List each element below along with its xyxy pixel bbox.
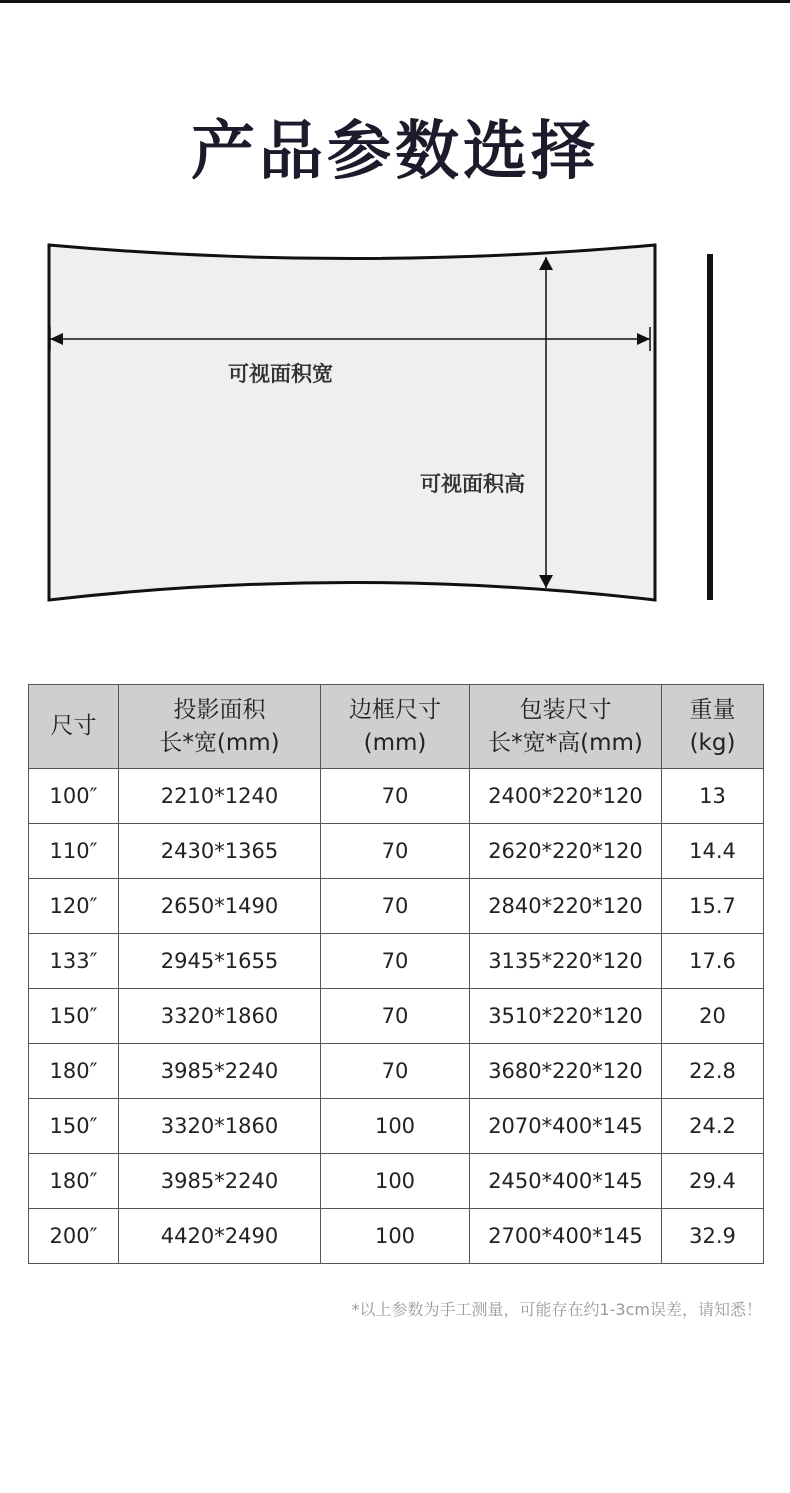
cell-size: 133″ — [29, 934, 119, 989]
table-row — [29, 1044, 764, 1099]
cell-size: 150″ — [29, 989, 119, 1044]
cell-weight: 32.9 — [662, 1209, 764, 1264]
header-weight: 重量 (kg) — [662, 685, 764, 769]
screen-side-profile — [707, 254, 713, 600]
cell-frame-size: 100 — [321, 1209, 470, 1264]
top-border-line — [0, 0, 790, 3]
cell-package-size: 2840*220*120 — [470, 879, 662, 934]
measurement-note: *以上参数为手工测量，可能存在约1-3cm误差，请知悉！ — [351, 1300, 762, 1319]
cell-weight: 14.4 — [662, 824, 764, 879]
cell-frame-size: 70 — [321, 879, 470, 934]
cell-projection-area: 2945*1655 — [119, 934, 321, 989]
cell-frame-size: 70 — [321, 824, 470, 879]
cell-weight: 29.4 — [662, 1154, 764, 1209]
cell-size: 110″ — [29, 824, 119, 879]
cell-weight: 24.2 — [662, 1099, 764, 1154]
cell-size: 180″ — [29, 1044, 119, 1099]
cell-package-size: 3680*220*120 — [470, 1044, 662, 1099]
table-row — [29, 1209, 764, 1264]
spec-table — [28, 684, 764, 1264]
cell-package-size: 2620*220*120 — [470, 824, 662, 879]
cell-weight: 22.8 — [662, 1044, 764, 1099]
viewable-width-label: 可视面积宽 — [228, 362, 333, 386]
cell-package-size: 2400*220*120 — [470, 769, 662, 824]
cell-frame-size: 70 — [321, 769, 470, 824]
cell-weight: 17.6 — [662, 934, 764, 989]
cell-package-size: 2700*400*145 — [470, 1209, 662, 1264]
cell-frame-size: 70 — [321, 934, 470, 989]
cell-package-size: 2070*400*145 — [470, 1099, 662, 1154]
cell-projection-area: 2210*1240 — [119, 769, 321, 824]
table-row — [29, 824, 764, 879]
cell-frame-size: 100 — [321, 1154, 470, 1209]
table-header-row — [29, 685, 764, 769]
cell-projection-area: 3320*1860 — [119, 989, 321, 1044]
cell-projection-area: 2430*1365 — [119, 824, 321, 879]
cell-size: 100″ — [29, 769, 119, 824]
cell-weight: 20 — [662, 989, 764, 1044]
cell-projection-area: 4420*2490 — [119, 1209, 321, 1264]
curved-screen-illustration — [0, 230, 790, 620]
header-package-size: 包装尺寸 长*宽*高(mm) — [470, 685, 662, 769]
cell-package-size: 3510*220*120 — [470, 989, 662, 1044]
table-row — [29, 1154, 764, 1209]
cell-size: 150″ — [29, 1099, 119, 1154]
cell-projection-area: 2650*1490 — [119, 879, 321, 934]
cell-weight: 13 — [662, 769, 764, 824]
cell-projection-area: 3985*2240 — [119, 1154, 321, 1209]
cell-projection-area: 3985*2240 — [119, 1044, 321, 1099]
cell-projection-area: 3320*1860 — [119, 1099, 321, 1154]
cell-size: 200″ — [29, 1209, 119, 1264]
table-row — [29, 1099, 764, 1154]
cell-frame-size: 100 — [321, 1099, 470, 1154]
table-row — [29, 934, 764, 989]
table-row — [29, 989, 764, 1044]
cell-weight: 15.7 — [662, 879, 764, 934]
header-size: 尺寸 — [29, 685, 119, 769]
cell-package-size: 2450*400*145 — [470, 1154, 662, 1209]
cell-frame-size: 70 — [321, 989, 470, 1044]
viewable-height-label: 可视面积高 — [420, 472, 525, 496]
header-projection-area: 投影面积 长*宽(mm) — [119, 685, 321, 769]
cell-size: 120″ — [29, 879, 119, 934]
cell-frame-size: 70 — [321, 1044, 470, 1099]
table-row — [29, 769, 764, 824]
header-frame-size: 边框尺寸 (mm) — [321, 685, 470, 769]
cell-size: 180″ — [29, 1154, 119, 1209]
screen-dimension-diagram — [0, 230, 790, 620]
page-title: 产品参数选择 — [191, 115, 599, 189]
table-row — [29, 879, 764, 934]
cell-package-size: 3135*220*120 — [470, 934, 662, 989]
